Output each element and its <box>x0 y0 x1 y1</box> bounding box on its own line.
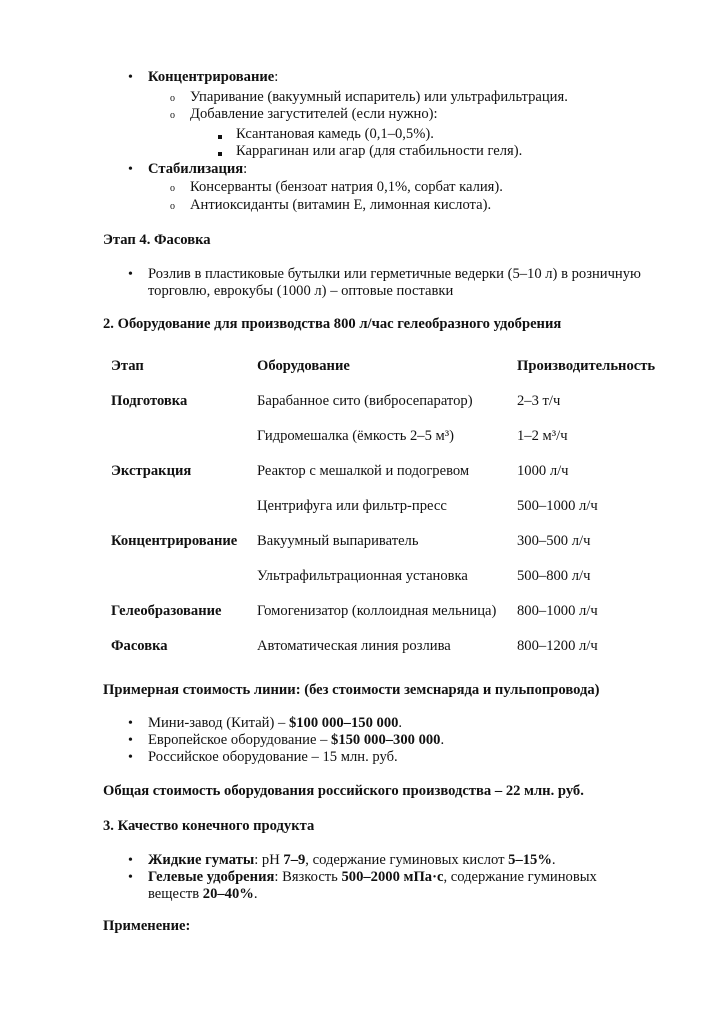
table-cell: 1000 л/ч <box>517 463 569 479</box>
list-item: Мини-завод (Китай) – $100 000–150 000. <box>148 715 403 731</box>
circle-bullet-icon: o <box>170 110 175 121</box>
table-header-cell: Производительность <box>517 358 656 374</box>
bullet-icon: • <box>128 70 133 85</box>
table-cell: Гидромешалка (ёмкость 2–5 м³) <box>257 428 455 444</box>
cost-heading: Примерная стоимость линии: (без стоимости земснаряда и пульпопровода) <box>103 682 600 698</box>
table-header-cell: Этап <box>111 358 144 374</box>
bullet-icon: • <box>128 716 133 731</box>
list-item: Упаривание (вакуумный испаритель) или ультрафильтрация. <box>190 89 568 105</box>
table-cell: Барабанное сито (вибросепаратор) <box>257 393 473 409</box>
list-item: Жидкие гуматы: pH 7–9, содержание гуминовых кислот 5–15%. <box>148 852 556 868</box>
table-cell: Экстракция <box>111 463 192 479</box>
list-item: Концентрирование: <box>148 69 279 85</box>
table-cell: 300–500 л/ч <box>517 533 591 549</box>
section-heading: 3. Качество конечного продукта <box>103 818 315 834</box>
list-item: Каррагинан или агар (для стабильности геля). <box>236 143 523 159</box>
bullet-icon: • <box>128 162 133 177</box>
square-bullet-icon <box>218 127 222 144</box>
circle-bullet-icon: o <box>170 93 175 104</box>
circle-bullet-icon: o <box>170 201 175 212</box>
list-item: Стабилизация: <box>148 161 248 177</box>
table-cell: Центрифуга или фильтр-пресс <box>257 498 447 514</box>
table-cell: Автоматическая линия розлива <box>257 638 451 654</box>
bullet-icon: • <box>128 733 133 748</box>
table-cell: Концентрирование <box>111 533 238 549</box>
table-cell: Подготовка <box>111 393 188 409</box>
list-item-line: торговлю, еврокубы (1000 л) – оптовые поставки <box>148 283 454 299</box>
table-cell: 2–3 т/ч <box>517 393 561 409</box>
bullet-icon: • <box>128 853 133 868</box>
bullet-icon: • <box>128 267 133 282</box>
square-bullet-icon <box>218 144 222 161</box>
table-cell: 500–1000 л/ч <box>517 498 598 514</box>
bullet-icon: • <box>128 870 133 885</box>
section-heading: Этап 4. Фасовка <box>103 232 211 248</box>
list-item-line: веществ 20–40%. <box>148 886 258 902</box>
table-cell: 500–800 л/ч <box>517 568 591 584</box>
table-cell: 800–1000 л/ч <box>517 603 598 619</box>
list-item: Консерванты (бензоат натрия 0,1%, сорбат калия). <box>190 179 503 195</box>
table-cell: 800–1200 л/ч <box>517 638 598 654</box>
table-cell: Вакуумный выпариватель <box>257 533 419 549</box>
list-item: Европейское оборудование – $150 000–300 000. <box>148 732 445 748</box>
table-cell: Реактор с мешалкой и подогревом <box>257 463 470 479</box>
table-cell: Гомогенизатор (коллоидная мельница) <box>257 603 497 619</box>
list-item: Российское оборудование – 15 млн. руб. <box>148 749 398 765</box>
section-heading: 2. Оборудование для производства 800 л/час гелеобразного удобрения <box>103 316 562 332</box>
list-item-line: Розлив в пластиковые бутылки или герметичные ведерки (5–10 л) в розничную <box>148 266 641 282</box>
total-cost: Общая стоимость оборудования российского производства – 22 млн. руб. <box>103 783 584 799</box>
circle-bullet-icon: o <box>170 183 175 194</box>
bullet-icon: • <box>128 750 133 765</box>
table-cell: Фасовка <box>111 638 168 654</box>
table-cell: Ультрафильтрационная установка <box>257 568 468 584</box>
list-item: Гелевые удобрения: Вязкость 500–2000 мПа·с, содержание гуминовых <box>148 869 597 885</box>
list-item: Ксантановая камедь (0,1–0,5%). <box>236 126 434 142</box>
table-cell: Гелеобразование <box>111 603 222 619</box>
table-cell: 1–2 м³/ч <box>517 428 568 444</box>
application-heading: Применение: <box>103 918 191 934</box>
list-item: Антиоксиданты (витамин Е, лимонная кислота). <box>190 197 492 213</box>
table-header-cell: Оборудование <box>257 358 350 374</box>
list-item: Добавление загустителей (если нужно): <box>190 106 438 122</box>
